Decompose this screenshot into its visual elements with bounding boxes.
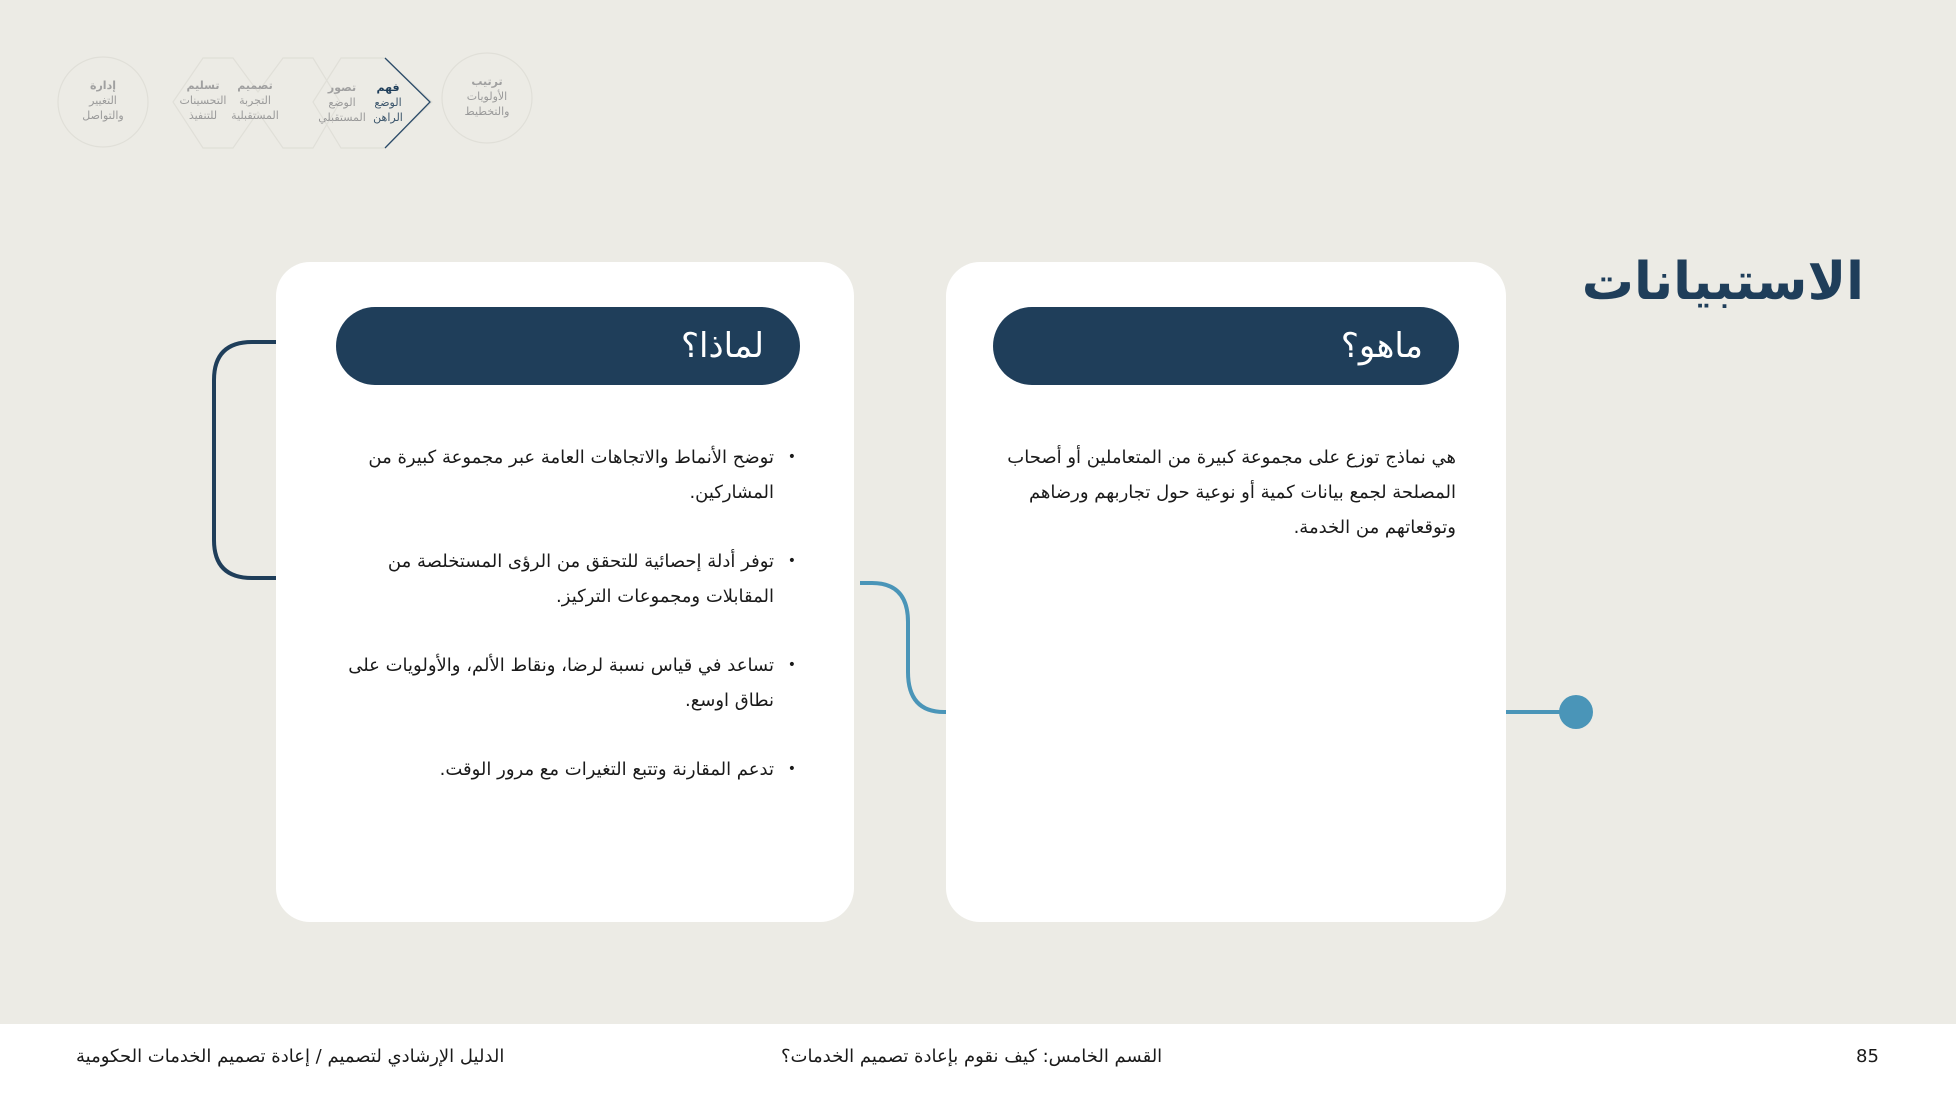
nav-step-title: تصميم bbox=[237, 79, 273, 92]
nav-step-line: الوضع bbox=[374, 96, 402, 109]
nav-step-title: إدارة bbox=[89, 79, 116, 92]
why-card-heading bbox=[336, 307, 800, 385]
page-number: 85 bbox=[1856, 1046, 1879, 1067]
nav-step-line: والتخطيط bbox=[464, 105, 510, 118]
nav-step-line: التجربة bbox=[239, 94, 271, 107]
page-title: الاستبيانات bbox=[1581, 252, 1864, 312]
nav-step-title: ترتيب bbox=[471, 75, 503, 88]
why-card bbox=[276, 262, 854, 922]
nav-step-line: المستقبلي bbox=[318, 111, 366, 124]
list-item: • تدعم المقارنة وتتبع التغيرات مع مرور الوقت. bbox=[336, 752, 796, 787]
timeline-dot bbox=[1559, 695, 1593, 729]
what-card-heading bbox=[993, 307, 1459, 385]
why-card-heading-label: لماذا؟ bbox=[680, 326, 764, 366]
nav-step-title: تسليم bbox=[186, 79, 220, 92]
list-item: • توفر أدلة إحصائية للتحقق من الرؤى المستخلصة من المقابلات ومجموعات التركيز. bbox=[336, 544, 796, 614]
list-item: • توضح الأنماط والاتجاهات العامة عبر مجموعة كبيرة من المشاركين. bbox=[336, 440, 796, 510]
page-footer bbox=[0, 1024, 1956, 1100]
nav-step-line: الوضع bbox=[328, 96, 356, 109]
why-card-bullets bbox=[336, 440, 796, 821]
nav-step-line: الأولويات bbox=[466, 90, 508, 103]
list-item: • تساعد في قياس نسبة لرضا، ونقاط الألم، والأولويات على نطاق اوسع. bbox=[336, 648, 796, 718]
footer-guide-title: الدليل الإرشادي لتصميم / إعادة تصميم الخدمات الحكومية bbox=[76, 1046, 505, 1067]
what-card-description: هي نماذج توزع على مجموعة كبيرة من المتعاملين أو أصحاب المصلحة لجمع بيانات كمية أو نوعية حول تجاربهم ورضاهم وتوقعاتهم من الخدمة. bbox=[1007, 447, 1456, 538]
nav-step-line: والتواصل bbox=[82, 109, 124, 122]
what-card-heading-label: ماهو؟ bbox=[1340, 326, 1423, 366]
nav-step-title: فهم bbox=[376, 81, 400, 94]
what-card bbox=[946, 262, 1506, 922]
nav-step-line: التحسينات bbox=[179, 94, 227, 107]
nav-step-line: التغيير bbox=[89, 94, 117, 107]
nav-step-line: للتنفيذ bbox=[188, 109, 218, 122]
nav-step-line: الراهن bbox=[373, 111, 403, 124]
nav-step-line: المستقبلية bbox=[231, 109, 279, 122]
nav-step-title: تصور bbox=[327, 81, 357, 94]
footer-section-title: القسم الخامس: كيف نقوم بإعادة تصميم الخدمات؟ bbox=[781, 1046, 1163, 1067]
